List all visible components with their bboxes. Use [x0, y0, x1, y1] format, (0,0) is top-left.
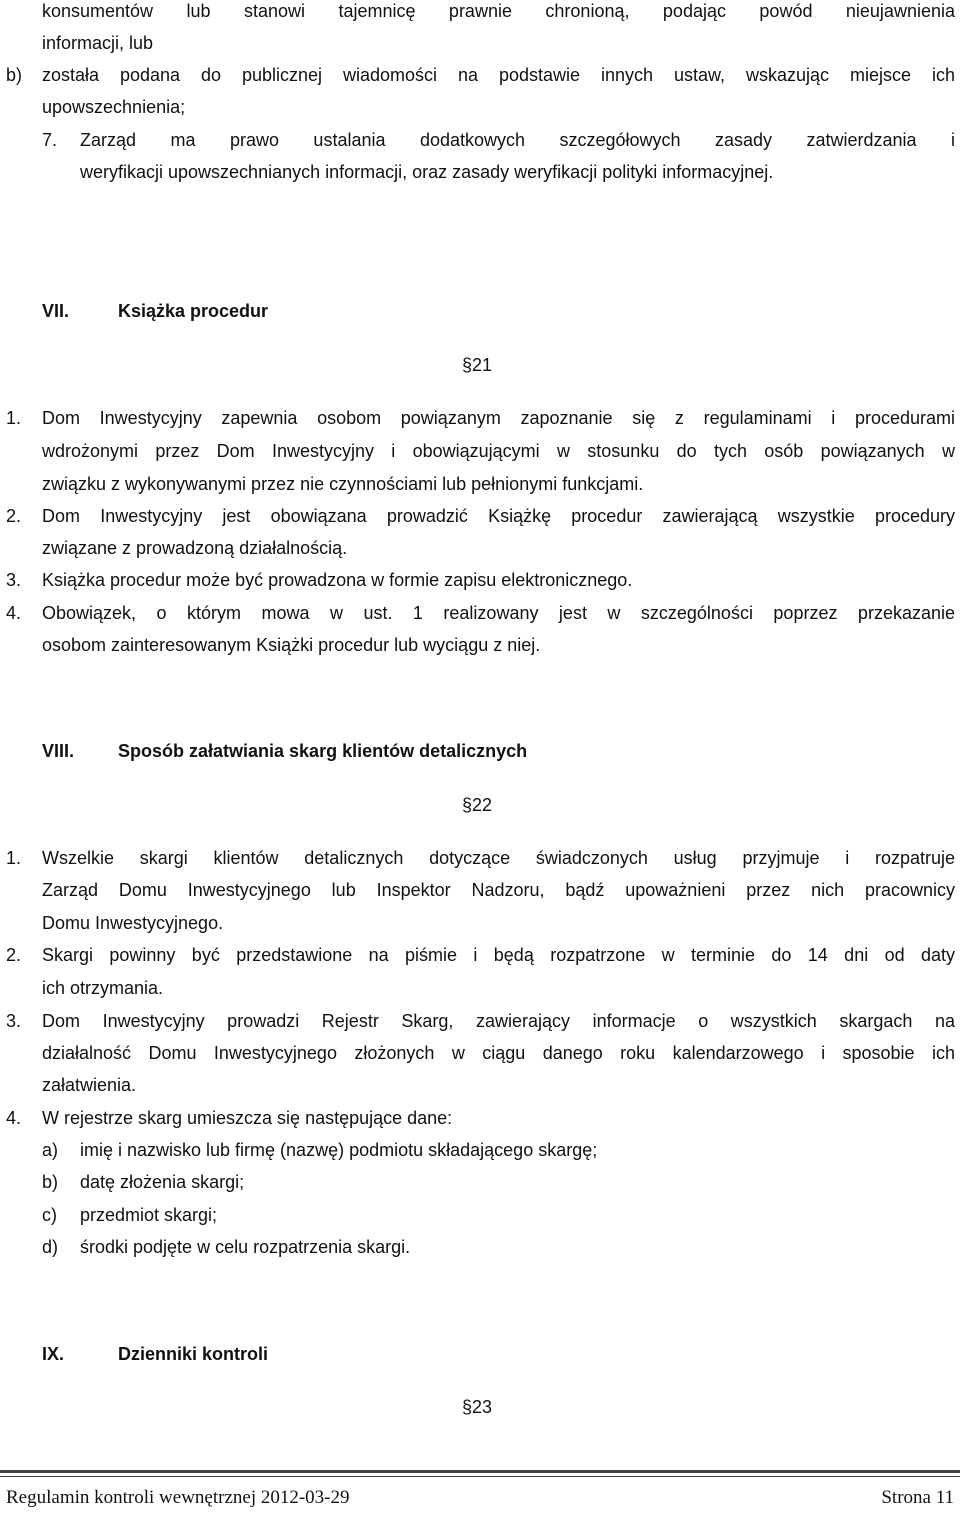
text-line: działalność Domu Inwestycyjnego złożonych w ciągu danego roku kalendarzowego i sposobie ich	[42, 1043, 955, 1063]
text-line: Zarząd Domu Inwestycyjnego lub Inspektor Nadzoru, bądź upoważnieni przez nich pracownicy	[42, 880, 955, 900]
footer-page-number: Strona 11	[881, 1487, 954, 1508]
text-line: załatwienia.	[42, 1075, 137, 1095]
text-line: informacji, lub	[42, 33, 154, 53]
paragraph-mark: §23	[462, 1397, 493, 1417]
text-line: Dom Inwestycyjny zapewnia osobom powiązanym zapoznanie się z regulaminami i procedurami	[42, 408, 955, 428]
section-number: VIII.	[42, 741, 75, 761]
list-number: 3.	[6, 1011, 22, 1031]
section-title: Sposób załatwiania skarg klientów detalicznych	[118, 741, 528, 761]
list-label: b)	[42, 1172, 59, 1192]
list-number: 2.	[6, 945, 22, 965]
text-line: Wszelkie skargi klientów detalicznych dotyczące świadczonych usług przyjmuje i rozpatruje	[42, 848, 955, 868]
list-label: b)	[6, 65, 23, 85]
list-label: a)	[42, 1140, 59, 1160]
text-line: związku z wykonywanymi przez nie czynnościami lub pełnionymi funkcjami.	[42, 474, 644, 494]
text-line: związane z prowadzoną działalnością.	[42, 538, 348, 558]
text-line: Skargi powinny być przedstawione na piśmie i będą rozpatrzone w terminie do 14 dni od daty	[42, 945, 955, 965]
text-line: Dom Inwestycyjny prowadzi Rejestr Skarg, zawierający informacje o wszystkich skargach na	[42, 1011, 955, 1031]
text-line: osobom zainteresowanym Książki procedur lub wyciągu z niej.	[42, 635, 541, 655]
text-line: Zarząd ma prawo ustalania dodatkowych szczegółowych zasady zatwierdzania i	[80, 130, 955, 150]
text-line: ich otrzymania.	[42, 978, 164, 998]
list-number: 2.	[6, 506, 22, 526]
section-title: Dzienniki kontroli	[118, 1344, 269, 1364]
text-line: Książka procedur może być prowadzona w formie zapisu elektronicznego.	[42, 570, 633, 590]
text-line: weryfikacji upowszechnianych informacji, oraz zasady weryfikacji polityki informacyjnej.	[80, 162, 774, 182]
paragraph-mark: §22	[462, 795, 493, 815]
text-line: wdrożonymi przez Dom Inwestycyjny i obowiązującymi w stosunku do tych osób powiązanych w	[42, 441, 955, 461]
footer-rule	[0, 1470, 960, 1473]
list-number: 7.	[42, 130, 58, 150]
list-number: 3.	[6, 570, 22, 590]
list-item: imię i nazwisko lub firmę (nazwę) podmiotu składającego skargę;	[80, 1140, 598, 1160]
footer-document-title: Regulamin kontroli wewnętrznej 2012-03-29	[6, 1487, 350, 1508]
text-line: Dom Inwestycyjny jest obowiązana prowadzić Książkę procedur zawierającą wszystkie procedury	[42, 506, 955, 526]
text-line: W rejestrze skarg umieszcza się następujące dane:	[42, 1108, 453, 1128]
list-number: 4.	[6, 1108, 22, 1128]
text-line: Domu Inwestycyjnego.	[42, 913, 224, 933]
text-line: upowszechnienia;	[42, 97, 186, 117]
text-line: Obowiązek, o którym mowa w ust. 1 realizowany jest w szczególności poprzez przekazanie	[42, 603, 955, 623]
list-item: przedmiot skargi;	[80, 1205, 218, 1225]
list-number: 1.	[6, 408, 22, 428]
list-label: c)	[42, 1205, 57, 1225]
paragraph-mark: §21	[462, 355, 493, 375]
text-line: konsumentów lub stanowi tajemnicę prawnie chronioną, podając powód nieujawnienia	[42, 1, 955, 21]
list-item: środki podjęte w celu rozpatrzenia skargi.	[80, 1237, 411, 1257]
list-number: 4.	[6, 603, 22, 623]
section-number: VII.	[42, 301, 70, 321]
section-title: Książka procedur	[118, 301, 269, 321]
footer-rule	[0, 1476, 960, 1477]
list-number: 1.	[6, 848, 22, 868]
list-label: d)	[42, 1237, 59, 1257]
list-item: datę złożenia skargi;	[80, 1172, 245, 1192]
text-line: została podana do publicznej wiadomości na podstawie innych ustaw, wskazując miejsce ich	[42, 65, 955, 85]
section-number: IX.	[42, 1344, 65, 1364]
